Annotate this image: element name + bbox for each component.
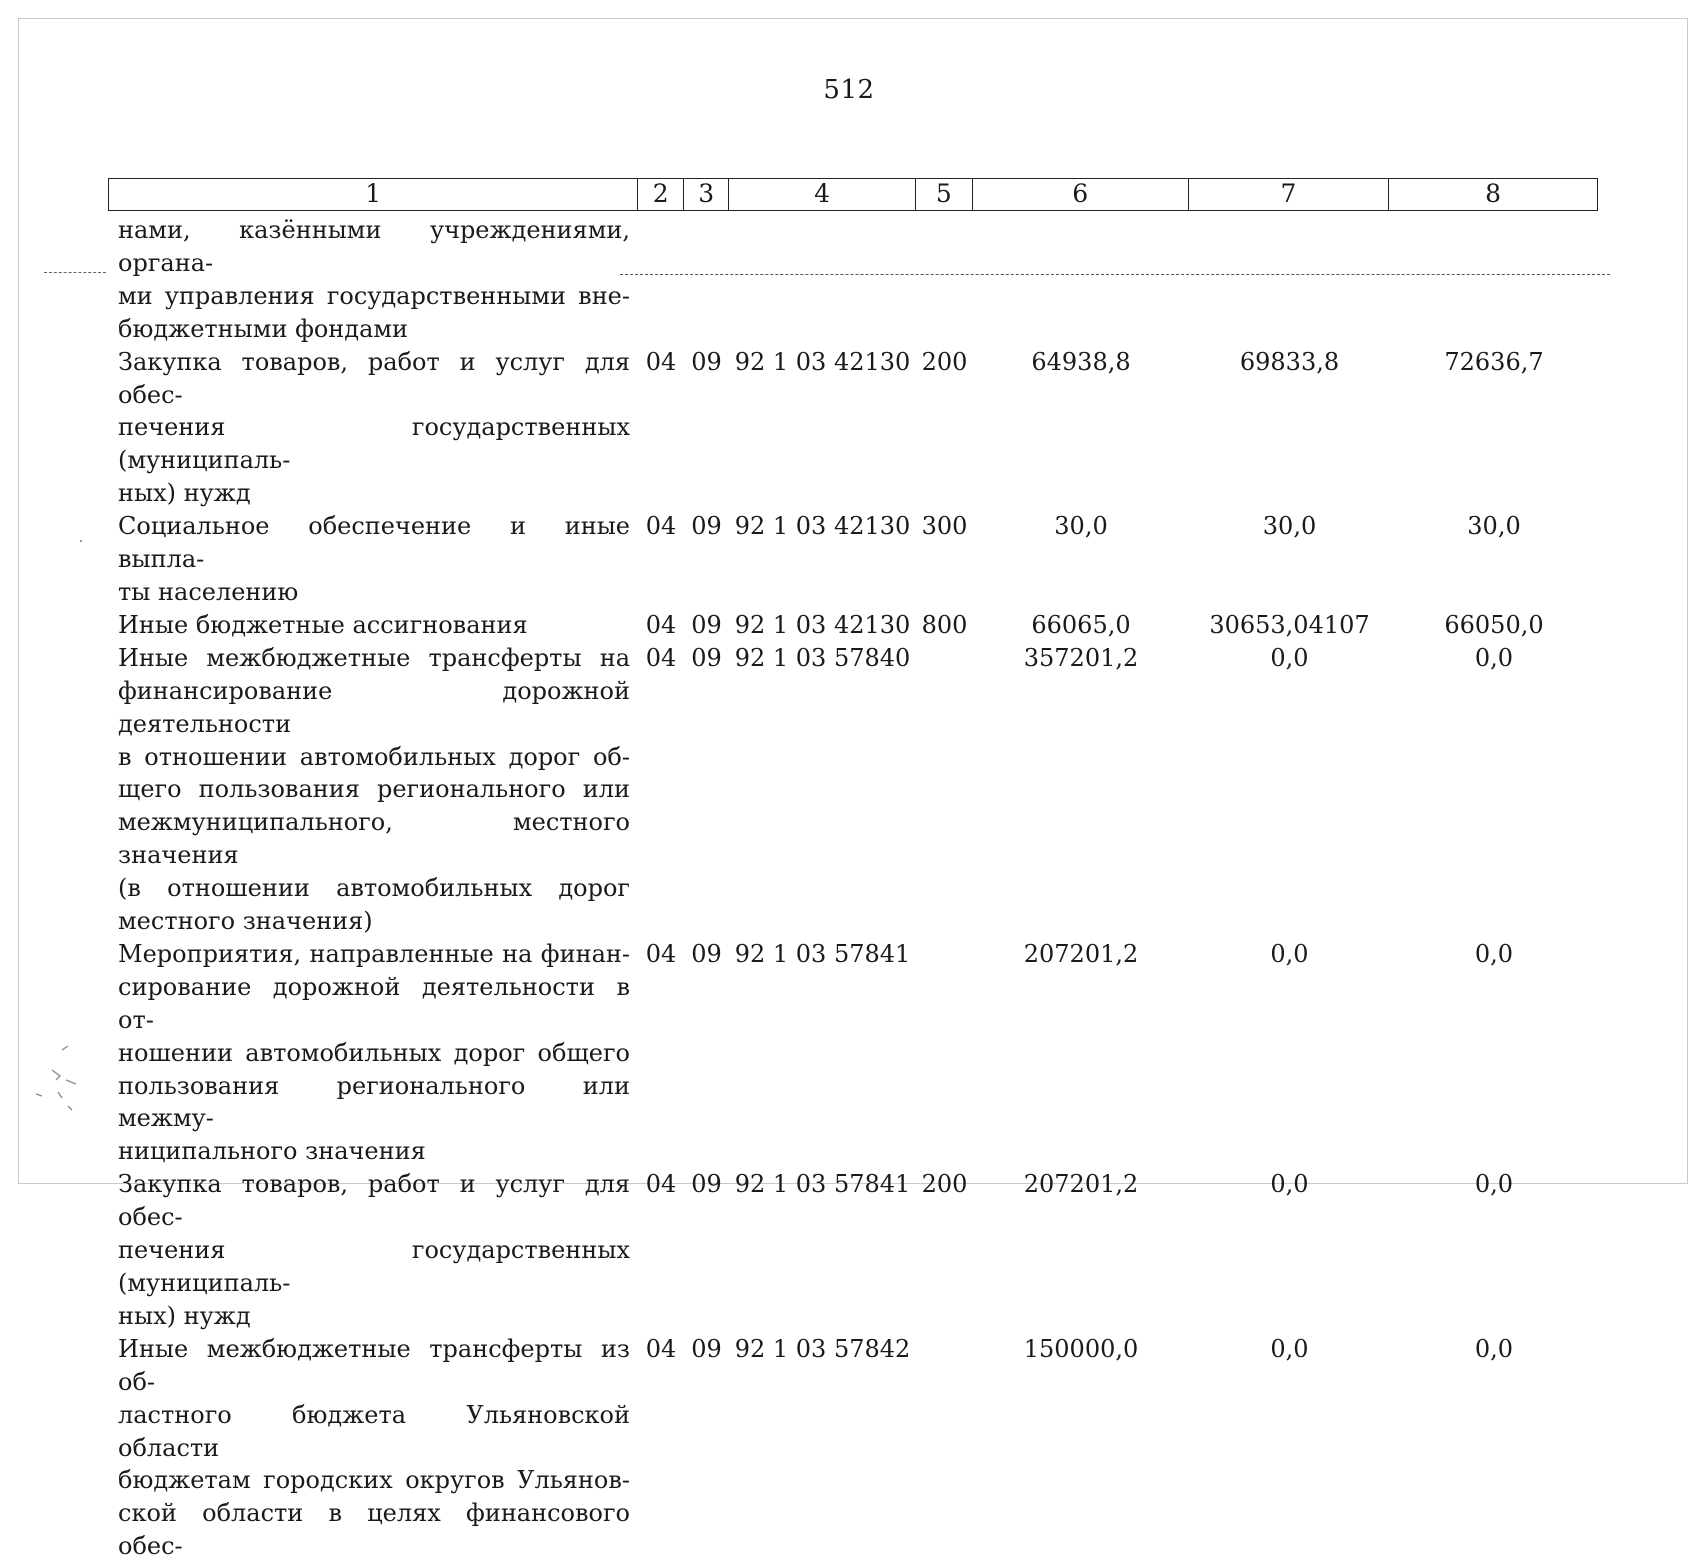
cell-c4: 92 1 03 57842 [734, 1334, 911, 1363]
cell-c2 [638, 214, 684, 346]
table-row [108, 510, 1598, 609]
cell-c3: 09 [691, 347, 722, 376]
cell-c8 [1390, 214, 1598, 346]
cell-c4: 92 1 03 57840 [734, 643, 911, 672]
description-line: Закупка товаров, работ и услуг для обес- [118, 1170, 630, 1232]
cell-c2: 04 [645, 1334, 677, 1363]
description-line: ных) нужд [118, 1301, 251, 1330]
cell-c2: 04 [645, 643, 677, 672]
description-line: ми управления государственными вне- [118, 281, 630, 310]
cell-c3: 09 [691, 1334, 722, 1363]
cell-c4: 92 1 03 57841 [734, 939, 911, 968]
cell-c4: 92 1 03 42130 [734, 347, 911, 376]
row-description [108, 609, 638, 642]
description-line: печения государственных (муниципаль- [118, 413, 630, 475]
column-header-2: 2 [638, 179, 684, 210]
description-line: ты населению [118, 577, 299, 606]
cell-c7 [1189, 214, 1390, 346]
column-header-1: 1 [109, 179, 638, 210]
description-line: ластного бюджета Ульяновской области [118, 1400, 630, 1462]
cell-c4: 92 1 03 42130 [734, 610, 911, 639]
description-line: Закупка товаров, работ и услуг для обес- [118, 347, 630, 409]
cell-c7: 0,0 [1270, 1170, 1309, 1199]
cell-c2: 04 [645, 1170, 677, 1199]
table-row [108, 214, 1598, 346]
page-number: 512 [823, 75, 875, 105]
column-header-8: 8 [1485, 179, 1502, 208]
cell-c8: 0,0 [1474, 643, 1514, 672]
column-header-7: 7 [1189, 179, 1390, 210]
cell-c3: 09 [691, 643, 722, 672]
description-line: местного значения) [118, 907, 373, 936]
table-row [108, 642, 1598, 938]
cell-c8: 0,0 [1474, 1170, 1514, 1199]
scan-speck [80, 540, 82, 542]
cell-c2: 04 [645, 512, 677, 541]
row-description [108, 642, 638, 938]
table-row [108, 609, 1598, 642]
cell-c2: 04 [645, 347, 677, 376]
scan-artifact-dash-left [44, 272, 106, 273]
cell-c5: 200 [921, 1170, 968, 1199]
scan-artifact-specks [22, 1040, 82, 1120]
column-header-row [108, 178, 1598, 211]
row-description [108, 938, 638, 1168]
cell-c4: 92 1 03 57841 [734, 1170, 911, 1199]
description-line: межмуниципального, местного значения [118, 808, 630, 870]
cell-c7: 30653,04107 [1209, 610, 1370, 639]
description-line: Мероприятия, направленные на финан- [118, 939, 630, 968]
cell-c6: 207201,2 [1023, 1170, 1139, 1199]
description-line: в отношении автомобильных дорог об- [118, 742, 630, 771]
cell-c6: 357201,2 [1023, 643, 1139, 672]
cell-c5: 200 [921, 347, 968, 376]
description-line: ношении автомобильных дорог общего [118, 1038, 630, 1067]
cell-c4 [729, 214, 916, 346]
table-row [108, 346, 1598, 511]
description-line: финансирование дорожной деятельности [118, 676, 630, 738]
cell-c2: 04 [645, 939, 677, 968]
cell-c5: 300 [921, 512, 968, 541]
cell-c7: 0,0 [1270, 643, 1309, 672]
description-line: бюджетными фондами [118, 314, 409, 343]
cell-c8: 72636,7 [1444, 347, 1544, 376]
cell-c6: 30,0 [1054, 512, 1108, 541]
description-line: щего пользования регионального или [118, 775, 630, 804]
column-header-5: 5 [916, 179, 973, 210]
cell-c6: 64938,8 [1031, 347, 1131, 376]
cell-c7: 30,0 [1262, 512, 1317, 541]
description-line: ных) нужд [118, 479, 251, 508]
row-description [108, 214, 638, 346]
cell-c6: 66065,0 [1031, 610, 1131, 639]
cell-c4: 92 1 03 42130 [734, 512, 911, 541]
cell-c5 [916, 642, 973, 938]
cell-c8: 66050,0 [1444, 610, 1544, 639]
cell-c3: 09 [691, 610, 722, 639]
cell-c3 [684, 214, 729, 346]
description-line: Иные межбюджетные трансферты на [118, 643, 630, 672]
row-description [108, 1168, 638, 1333]
row-description [108, 1333, 638, 1563]
cell-c8: 0,0 [1474, 939, 1514, 968]
description-line: Иные межбюджетные трансферты из об- [118, 1334, 630, 1396]
cell-c2: 04 [645, 610, 677, 639]
cell-c3: 09 [691, 1170, 722, 1199]
cell-c7: 0,0 [1270, 1334, 1309, 1363]
cell-c3: 09 [691, 512, 722, 541]
cell-c5 [916, 938, 973, 1168]
description-line: печения государственных (муниципаль- [118, 1236, 630, 1297]
cell-c8: 0,0 [1474, 1334, 1514, 1363]
cell-c7: 0,0 [1270, 939, 1309, 968]
description-line: Иные бюджетные ассигнования [118, 610, 528, 639]
description-line: нами, казёнными учреждениями, органа- [118, 216, 630, 277]
column-header-3: 3 [684, 179, 729, 210]
column-header-4: 4 [729, 179, 916, 210]
cell-c6 [973, 214, 1189, 346]
cell-c5: 800 [921, 610, 968, 639]
cell-c5 [916, 1333, 973, 1563]
budget-table-body [108, 214, 1598, 1563]
table-row [108, 938, 1598, 1168]
cell-c6: 207201,2 [1023, 939, 1139, 968]
description-line: (в отношении автомобильных дорог [118, 874, 630, 903]
cell-c8: 30,0 [1467, 512, 1521, 541]
row-description [108, 510, 638, 609]
cell-c5 [916, 214, 973, 346]
description-line: сирование дорожной деятельности в от- [118, 972, 630, 1034]
description-line: ской области в целях финансового обес- [118, 1499, 630, 1561]
description-line: ниципального значения [118, 1137, 426, 1166]
cell-c6: 150000,0 [1023, 1334, 1139, 1363]
table-row [108, 1333, 1598, 1563]
cell-c3: 09 [691, 939, 722, 968]
row-description [108, 346, 638, 511]
table-row [108, 1168, 1598, 1333]
cell-c7: 69833,8 [1239, 347, 1340, 376]
column-header-6: 6 [973, 179, 1189, 210]
description-line: Социальное обеспечение и иные выпла- [118, 512, 630, 574]
description-line: бюджетам городских округов Ульянов- [118, 1466, 630, 1495]
description-line: пользования регионального или межму- [118, 1071, 630, 1133]
